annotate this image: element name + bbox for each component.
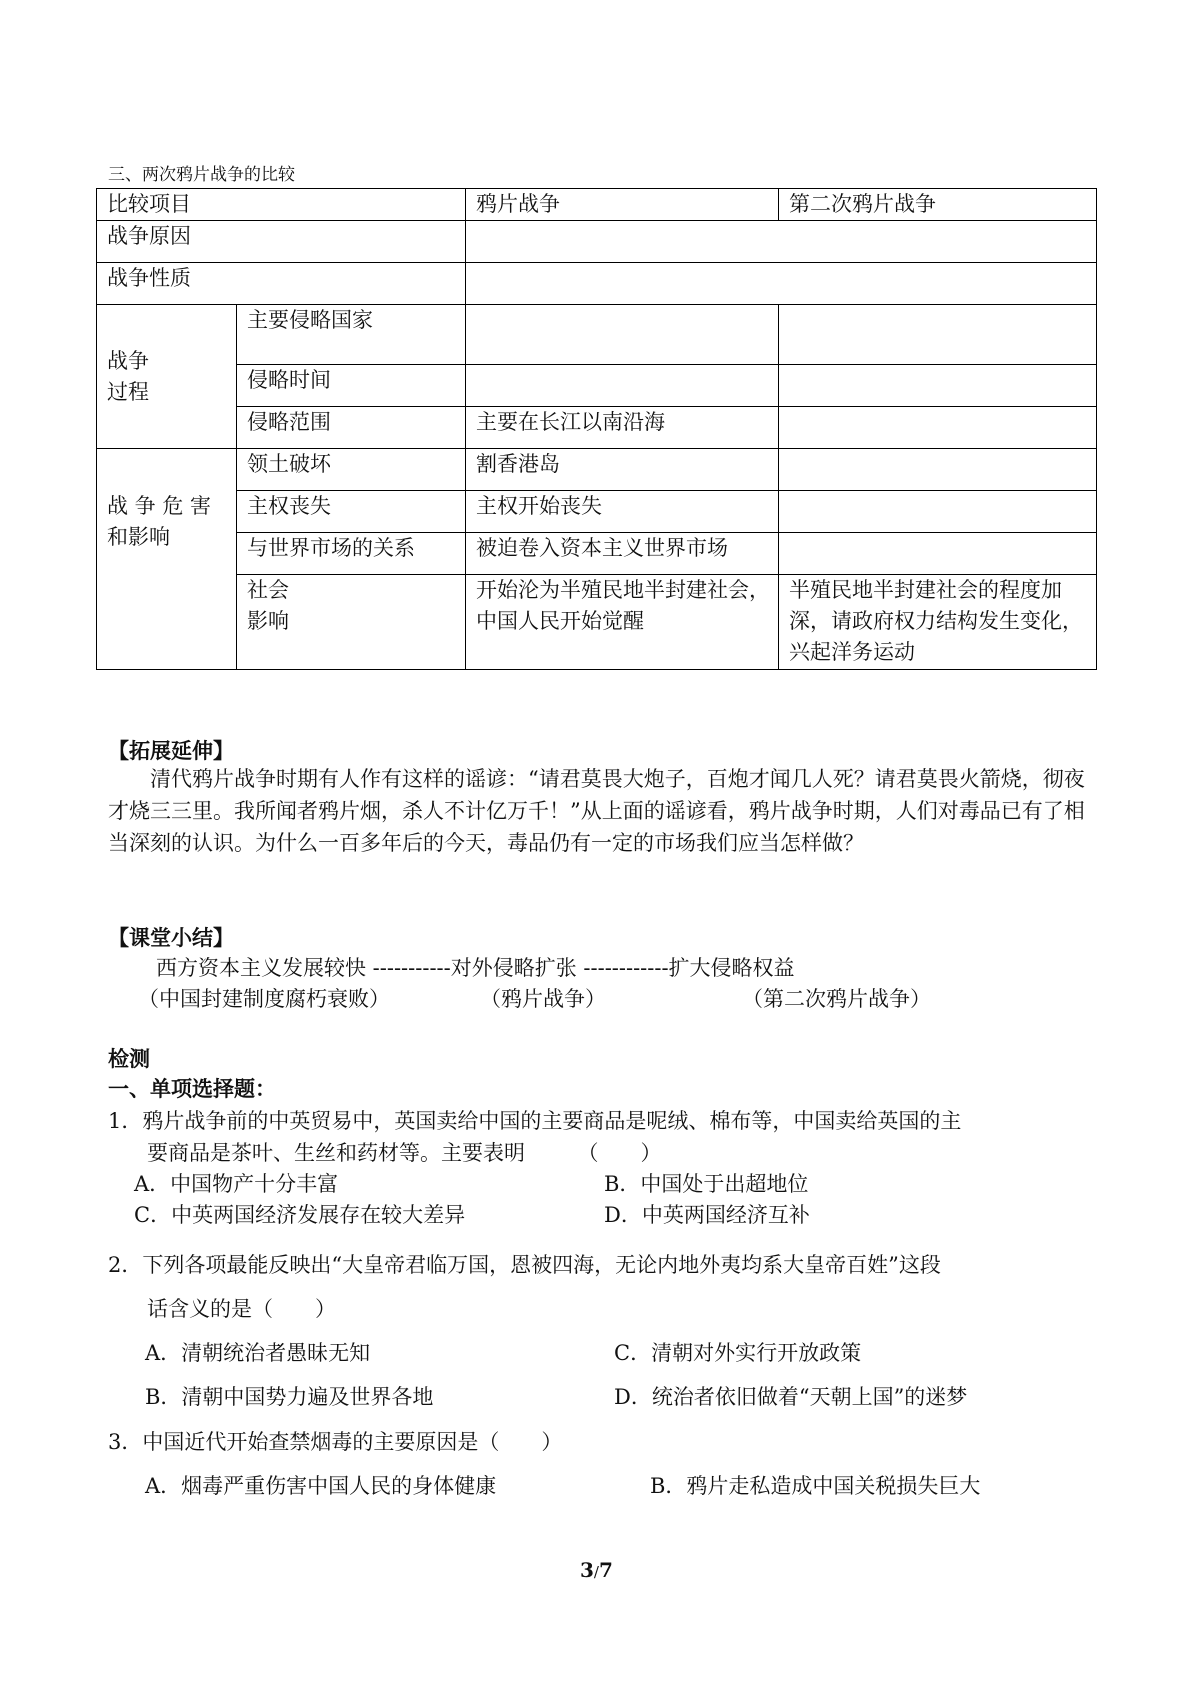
table-row [97, 575, 1097, 670]
table-header-row [97, 189, 1097, 221]
table-row [97, 449, 1097, 491]
header-item: 比较项目 [97, 189, 466, 221]
row-label-invaders: 主要侵略国家 [237, 305, 466, 365]
test-heading: 检测 [108, 1046, 150, 1071]
row-label-sovereignty: 主权丧失 [237, 491, 466, 533]
row-label-time: 侵略时间 [237, 365, 466, 407]
page-number [580, 1558, 613, 1582]
q1-option-b: B．中国处于出超地位 [604, 1172, 809, 1196]
cell-time-first [466, 365, 779, 407]
cell-scope-first: 主要在长江以南沿海 [466, 407, 779, 449]
table-row [97, 407, 1097, 449]
summary-heading: 【课堂小结】 [108, 925, 234, 950]
page-separator: / [593, 1563, 599, 1581]
q2-stem-line1: 2．下列各项最能反映出“大皇帝君临万国，恩被四海，无论内地外夷均系大皇帝百姓”这段 [108, 1253, 941, 1277]
summary-note-second-war: （第二次鸦片战争） [742, 987, 931, 1011]
q2-option-a: A．清朝统治者愚昧无知 [145, 1341, 371, 1365]
summary-flow: 西方资本主义发展较快 -----------对外侵略扩张 ------------扩大侵略权益 [156, 956, 795, 980]
row-label-market: 与世界市场的关系 [237, 533, 466, 575]
cell-market-first: 被迫卷入资本主义世界市场 [466, 533, 779, 575]
table-row [97, 221, 1097, 263]
page-total: 7 [598, 1558, 613, 1582]
header-second-war: 第二次鸦片战争 [779, 189, 1097, 221]
cell-territory-second [779, 449, 1097, 491]
cell-invaders-second [779, 305, 1097, 365]
page-current: 3 [580, 1558, 594, 1582]
table-row [97, 491, 1097, 533]
q1-option-d: D．中英两国经济互补 [604, 1203, 810, 1227]
cell-territory-first: 割香港岛 [466, 449, 779, 491]
row-label-process: 战争 过程 [97, 305, 237, 449]
q2-option-c: C．清朝对外实行开放政策 [614, 1341, 862, 1365]
cell-invaders-first [466, 305, 779, 365]
row-label-impact: 战 争 危 害 和影响 [97, 449, 237, 670]
summary-note-opium-war: （鸦片战争） [480, 987, 606, 1011]
q1-stem-line2: 要商品是茶叶、生丝和药材等。主要表明 （ ） [147, 1141, 662, 1165]
q3-stem: 3．中国近代开始查禁烟毒的主要原因是（ ） [108, 1430, 563, 1454]
q1-option-a: A．中国物产十分丰富 [134, 1172, 339, 1196]
cell-cause [466, 221, 1097, 263]
row-label-territory: 领土破坏 [237, 449, 466, 491]
cell-sovereignty-second [779, 491, 1097, 533]
row-label-nature: 战争性质 [97, 263, 466, 305]
q2-stem-line2: 话含义的是（ ） [147, 1297, 336, 1321]
test-subheading: 一、单项选择题： [108, 1076, 276, 1101]
q2-option-b: B．清朝中国势力遍及世界各地 [145, 1385, 434, 1409]
table-row [97, 533, 1097, 575]
header-first-war: 鸦片战争 [466, 189, 779, 221]
table-row [97, 263, 1097, 305]
comparison-table [96, 188, 1097, 670]
extension-text: 清代鸦片战争时期有人作有这样的谣谚：“请君莫畏大炮子，百炮才闻几人死？请君莫畏火箭烧，彻夜才烧三三里。我所闻者鸦片烟，杀人不计亿万千！”从上面的谣谚看，鸦片战争时期，人们对毒品已有了相当深刻的认识。为什么一百多年后的今天，毒品仍有一定的市场我们应当怎样做？ [108, 767, 1085, 855]
cell-sovereignty-first: 主权开始丧失 [466, 491, 779, 533]
q1-stem-line1: 1．鸦片战争前的中英贸易中，英国卖给中国的主要商品是呢绒、棉布等，中国卖给英国的主 [108, 1109, 962, 1133]
cell-scope-second [779, 407, 1097, 449]
table-row [97, 305, 1097, 365]
q3-option-a: A．烟毒严重伤害中国人民的身体健康 [145, 1474, 497, 1498]
cell-time-second [779, 365, 1097, 407]
section-title: 三、两次鸦片战争的比较 [108, 165, 295, 185]
row-label-cause: 战争原因 [97, 221, 466, 263]
summary-note-feudal: （中国封建制度腐朽衰败） [138, 987, 390, 1011]
cell-social-first: 开始沦为半殖民地半封建社会，中国人民开始觉醒 [466, 575, 779, 670]
cell-nature [466, 263, 1097, 305]
cell-social-second: 半殖民地半封建社会的程度加深，请政府权力结构发生变化，兴起洋务运动 [779, 575, 1097, 670]
extension-heading: 【拓展延伸】 [108, 738, 234, 763]
row-label-social: 社会 影响 [237, 575, 466, 670]
q2-option-d: D．统治者依旧做着“天朝上国”的迷梦 [614, 1385, 968, 1409]
table-row [97, 365, 1097, 407]
cell-market-second [779, 533, 1097, 575]
q1-option-c: C．中英两国经济发展存在较大差异 [134, 1203, 466, 1227]
row-label-scope: 侵略范围 [237, 407, 466, 449]
q3-option-b: B．鸦片走私造成中国关税损失巨大 [650, 1474, 981, 1498]
